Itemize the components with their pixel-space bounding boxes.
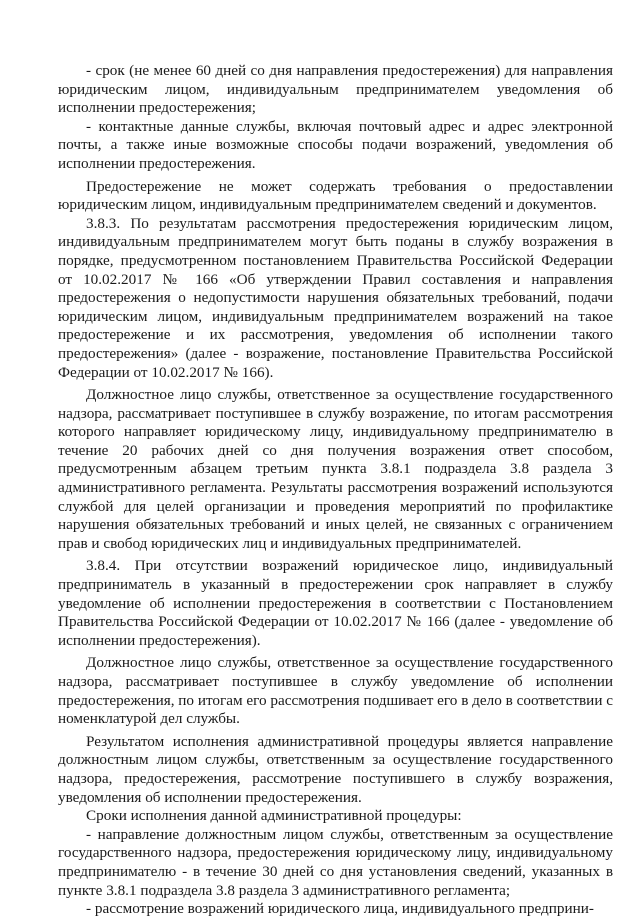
paragraph-contacts: - контактные данные службы, включая почтовый адрес и адрес электронной почты, а также иные возможные способы подачи возражений, уведомления об исполнении предостережения. (58, 117, 613, 172)
paragraph-restriction: Предостережение не может содержать требования о предоставлении юридическим лицом, индивидуальным предпринимателем сведений и документов. (58, 177, 613, 214)
paragraph-deadline-direction: - направление должностным лицом службы, ответственным за осуществление государственного надзора, предостережения юридическому лицу, индивидуальному предпринимателю - в течение 30 дней со дня установления сведений, указанных в пункте 3.8.1 подраздела 3.8 раздела 3 административного регламента; (58, 825, 613, 899)
paragraph-deadline-review: - рассмотрение возражений юридического лица, индивидуального предприни- (86, 900, 594, 918)
paragraph-3-8-4: 3.8.4. При отсутствии возражений юридическое лицо, индивидуальный предприниматель в указанный в предостережении срок направляет в службу уведомление об исполнении предостережения в соответствии с Постановлением Правительства Российской Федерации от 10.02.2017 № 166 (далее - уведомление об исполнении предостережения). (58, 557, 613, 649)
paragraph-deadlines-heading: Сроки исполнения данной административной процедуры: (86, 807, 462, 825)
paragraph-official-review: Должностное лицо службы, ответственное за осуществление государственного надзора, рассматривает поступившее в службу возражение, по итогам рассмотрения которого направляет юридическому лицу, индивидуальному предпринимателю в течение 20 рабочих дней со дня получения возражения ответ способом, предусмотренным абзацем третьим пункта 3.8.1 подраздела 3.8 раздела 3 административного регламента. Результаты рассмотрения возражений используются службой для целей организации и проведения мероприятий по профилактике нарушения обязательных требований и иных целей, не связанных с ограничением прав и свобод юридических лиц и индивидуальных предпринимателей. (58, 386, 613, 552)
paragraph-3-8-3: 3.8.3. По результатам рассмотрения предостережения юридическим лицом, индивидуальным предпринимателем могут быть поданы в службу возражения в порядке, предусмотренном постановлением Правительства Российской Федерации от 10.02.2017 № 166 «Об утверждении Правил составления и направления предостережения о недопустимости нарушения обязательных требований, подачи юридическим лицом, индивидуальным предпринимателем возражений на такое предостережение и их рассмотрения, уведомления об исполнении такого предостережения» (далее - возражение, постановление Правительства Российской Федерации от 10.02.2017 № 166). (58, 214, 613, 381)
paragraph-notification-review: Должностное лицо службы, ответственное за осуществление государственного надзора, рассматривает поступившее в службу уведомление об исполнении предостережения, по итогам его рассмотрения подшивает его в дело в соответствии с номенклатурой дел службы. (58, 654, 613, 728)
document-page (58, 62, 613, 919)
paragraph-result: Результатом исполнения административной процедуры является направление должностным лицом службы, ответственным за осуществление государственного надзора, предостережения, рассмотрение поступившего в службу возражения, уведомления об исполнении предостережения. (58, 732, 613, 806)
paragraph-deadline: - срок (не менее 60 дней со дня направления предостережения) для направления юридическим лицом, индивидуальным предпринимателем уведомления об исполнении предостережения; (58, 62, 613, 117)
